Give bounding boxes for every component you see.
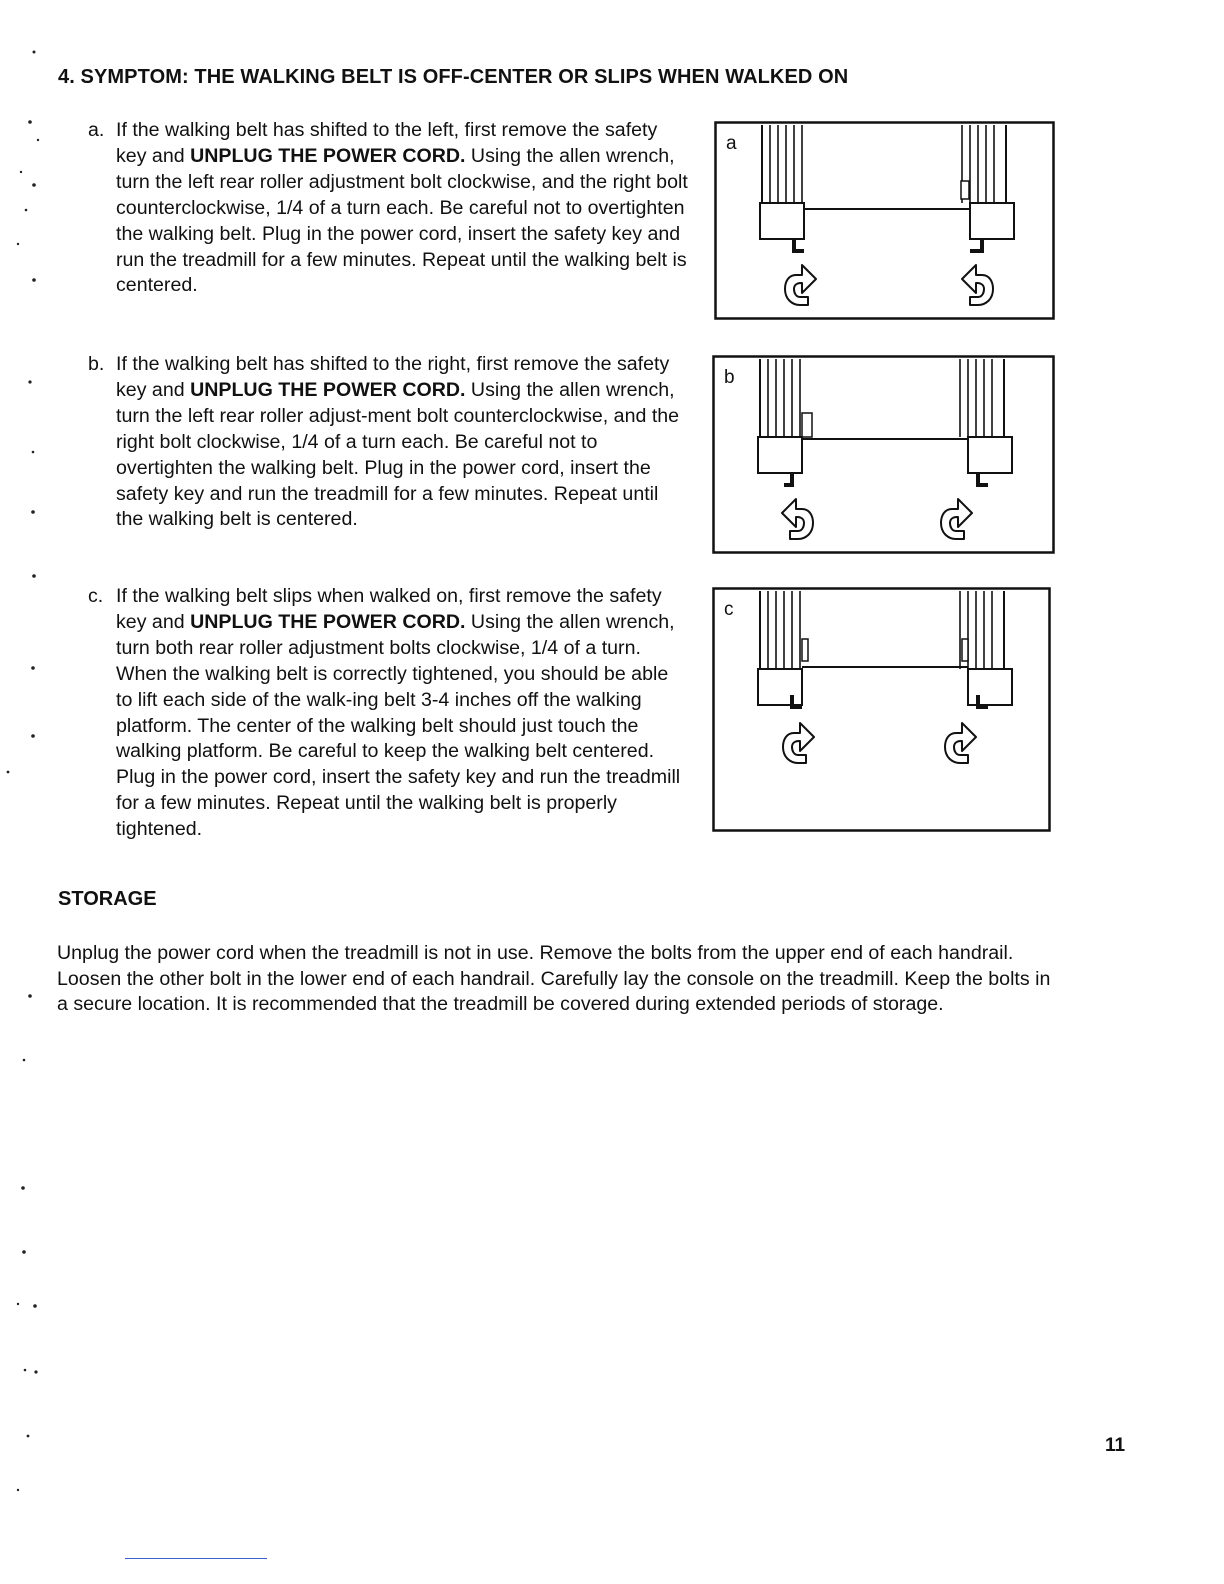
figure-c-diagram xyxy=(712,587,1052,833)
figure-b-diagram xyxy=(712,355,1056,555)
instruction-text: If the walking belt slips when walked on, first remove the safety key and UNPLUG THE POWER CORD. Using the allen wrench, turn both rear roller adjustment bolts clockwise, 1/4 of a turn. When the walking belt is correctly tightened, you should be able to lift each side of the walk-ing belt 3-4 inches off the walking platform. The center of the walking belt should just touch the walking platform. Be careful to keep the walking belt centered. Plug in the power cord, insert the safety key and run the treadmill for a few minutes. Repeat until the walking belt is properly tightened. xyxy=(116,585,681,841)
right-belt-marker xyxy=(962,639,968,661)
left-belt-marker xyxy=(802,639,808,661)
instruction-c xyxy=(88,584,688,843)
scan-margin-specks xyxy=(0,0,60,1500)
page-number: 11 xyxy=(1105,1435,1126,1456)
unplug-warning: UNPLUG THE POWER CORD. xyxy=(190,610,466,633)
item-letter: b. xyxy=(88,353,105,375)
symptom-heading: 4. SYMPTOM: THE WALKING BELT IS OFF-CENTER OR SLIPS WHEN WALKED ON xyxy=(58,66,849,88)
figure-label: a xyxy=(726,133,737,154)
left-roller xyxy=(760,125,804,239)
instruction-b xyxy=(88,352,688,533)
unplug-warning: UNPLUG THE POWER CORD. xyxy=(190,378,466,401)
footer-rule xyxy=(125,1558,267,1559)
instruction-text: If the walking belt has shifted to the right, first remove the safety key and UNPLUG THE POWER CORD. Using the allen wrench, turn the left rear roller adjust-ment bolt counterclockwise, and the right bolt clockwise, 1/4 of a turn each. Be careful not to overtighten the walking belt. Plug in the power cord, insert the safety key and run the treadmill for a few minutes. Repeat until the walking belt is centered. xyxy=(116,353,680,531)
belt-offset-marker xyxy=(802,413,812,437)
storage-heading: STORAGE xyxy=(58,888,157,910)
left-roller xyxy=(758,591,802,705)
storage-text: Unplug the power cord when the treadmill is not in use. Remove the bolts from the upper end of each handrail. Loosen the other bolt in the lower end of each handrail. Carefully lay the console on the treadmill. Keep the bolts in a secure location. It is recommended that the treadmill be covered during extended periods of storage. xyxy=(57,942,1051,1015)
unplug-warning: UNPLUG THE POWER CORD. xyxy=(190,144,466,167)
left-roller xyxy=(758,359,802,473)
instruction-a xyxy=(88,118,688,299)
instruction-text: If the walking belt has shifted to the left, first remove the safety key and UNPLUG THE POWER CORD. Using the allen wrench, turn the left rear roller adjustment bolt clockwise, and the right bolt counterclockwise, 1/4 of a turn each. Be careful not to overtighten the walking belt. Plug in the power cord, insert the safety key and run the treadmill for a few minutes. Repeat until the walking belt is centered. xyxy=(116,119,688,297)
figure-a-diagram xyxy=(714,121,1056,321)
item-letter: a. xyxy=(88,119,105,141)
item-letter: c. xyxy=(88,585,104,607)
figure-label: c xyxy=(724,599,734,620)
belt-offset-marker xyxy=(961,181,969,199)
figure-label: b xyxy=(724,367,735,388)
